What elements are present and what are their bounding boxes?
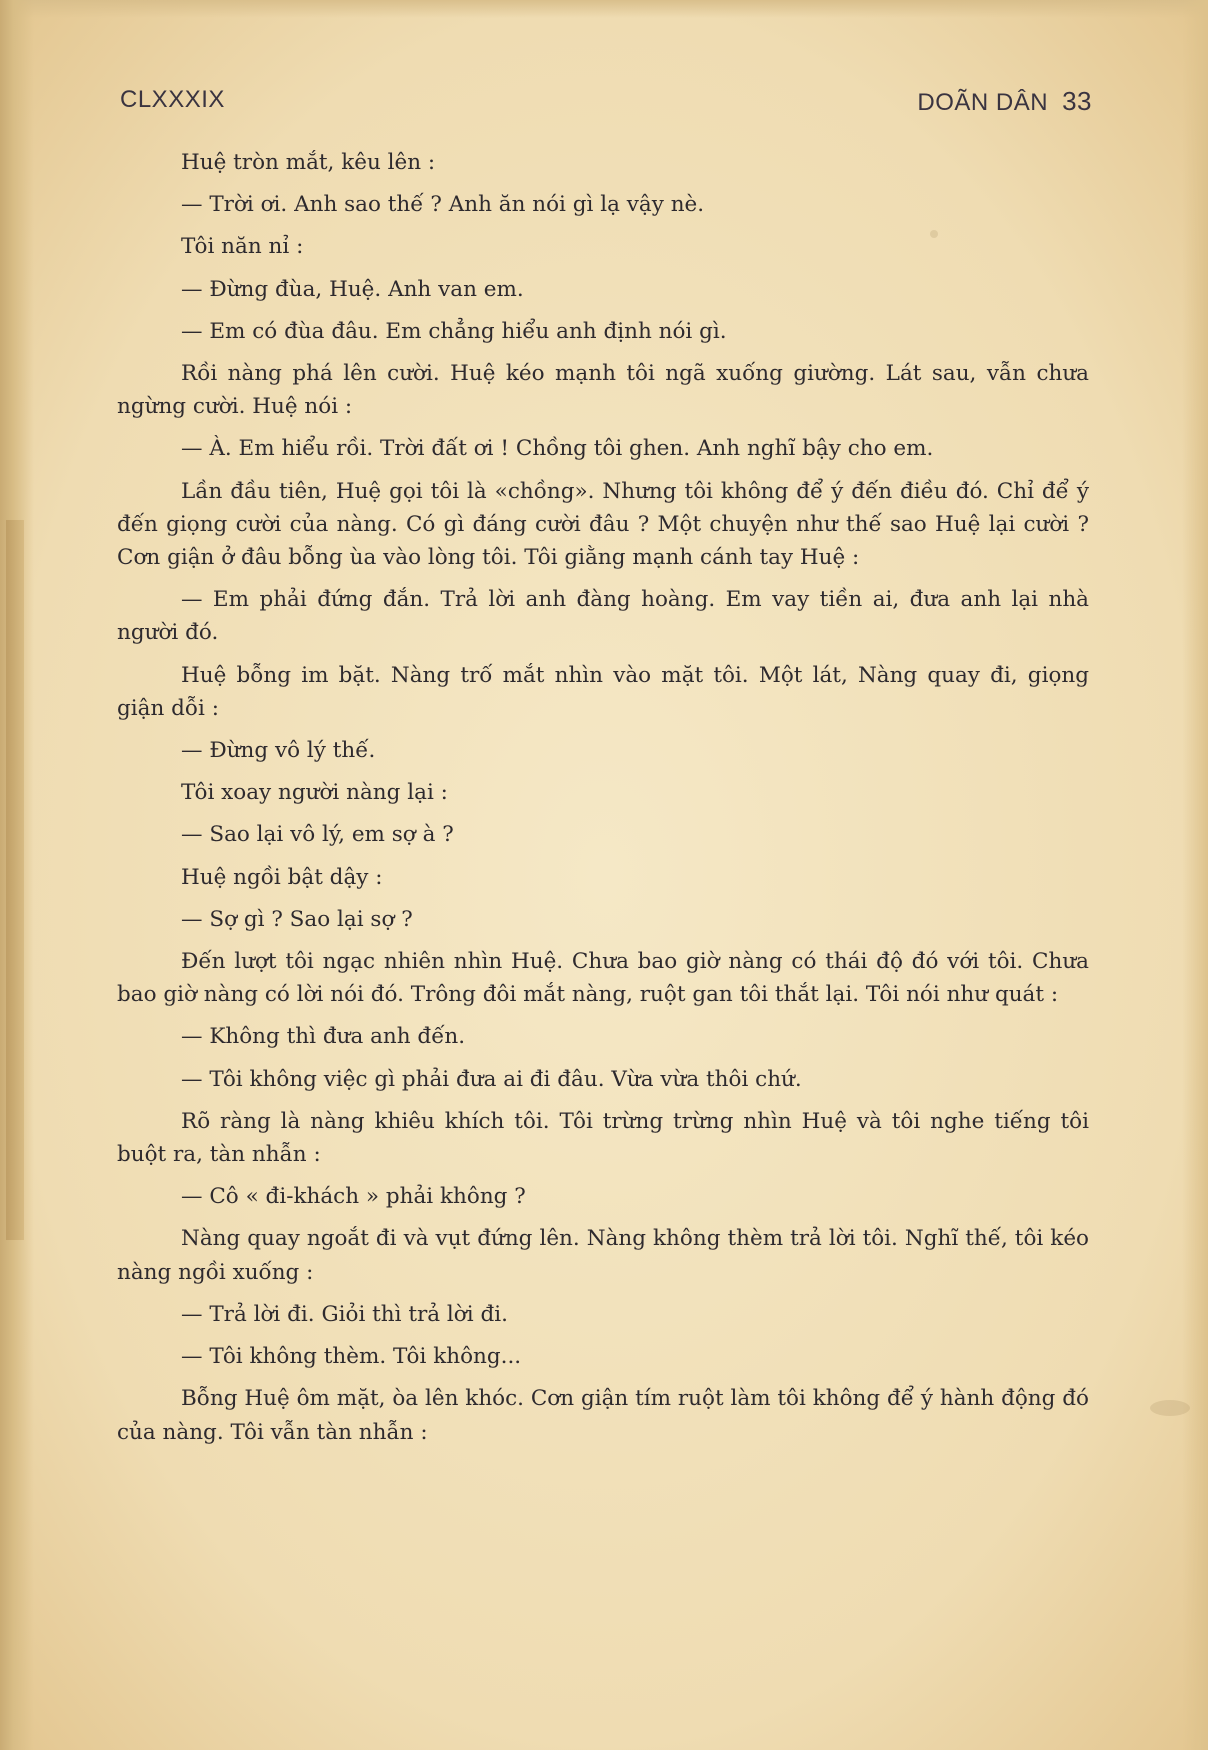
header-right [917, 86, 1092, 117]
paragraph: — Sợ gì ? Sao lại sợ ? [181, 906, 413, 932]
paragraph: — Tôi không việc gì phải đưa ai đi đâu. Vừa vừa thôi chứ. [181, 1066, 802, 1092]
paragraph: — Đừng đùa, Huệ. Anh van em. [181, 276, 524, 302]
paragraph: — Sao lại vô lý, em sợ à ? [181, 822, 454, 848]
paragraph: — Không thì đưa anh đến. [181, 1024, 466, 1050]
paragraph: Tôi năn nỉ : [181, 234, 304, 260]
paragraph: — Trả lời đi. Giỏi thì trả lời đi. [181, 1301, 508, 1327]
paragraph: Huệ tròn mắt, kêu lên : [181, 150, 436, 175]
paragraph: — Em có đùa đâu. Em chẳng hiểu anh định nói gì. [181, 318, 727, 344]
paragraph: Rồi nàng phá lên cười. Huệ kéo mạnh tôi ngã xuống giường. Lát sau, vẫn chưa ngừng cười. Huệ nói : [117, 361, 1089, 420]
paragraph: — Trời ơi. Anh sao thế ? Anh ăn nói gì lạ vậy nè. [181, 192, 705, 218]
paragraph: Huệ ngồi bật dậy : [181, 864, 383, 890]
page-number: 33 [1062, 86, 1092, 116]
paragraph: Huệ bỗng im bặt. Nàng trố mắt nhìn vào mặt tôi. Một lát, Nàng quay đi, giọng giận dỗi : [117, 662, 1089, 721]
paragraph: Đến lượt tôi ngạc nhiên nhìn Huệ. Chưa bao giờ nàng có thái độ đó với tôi. Chưa bao giờ nàng có lời nói đó. Trông đôi mắt nàng, ruột gan tôi thắt lại. Tôi nói như quát : [117, 949, 1089, 1008]
paragraph: Lần đầu tiên, Huệ gọi tôi là «chồng». Nhưng tôi không để ý đến điều đó. Chỉ để ý đến giọng cười của nàng. Có gì đáng cười đâu ? Một chuyện như thế sao Huệ lại cười ? Cơn giận ở đâu bỗng ùa vào lòng tôi. Tôi giằng mạnh cánh tay Huệ : [117, 478, 1089, 571]
paragraph: Rõ ràng là nàng khiêu khích tôi. Tôi trừng trừng nhìn Huệ và tôi nghe tiếng tôi buột ra, tàn nhẫn : [117, 1108, 1089, 1168]
paragraph: — Tôi không thèm. Tôi không... [181, 1344, 522, 1370]
paragraph: — Đừng vô lý thế. [181, 738, 376, 764]
binding-stain [6, 520, 24, 1240]
paragraph: — À. Em hiểu rồi. Trời đất ơi ! Chồng tôi ghen. Anh nghĩ bậy cho em. [181, 436, 934, 462]
paragraph: Nàng quay ngoắt đi và vụt đứng lên. Nàng không thèm trả lời tôi. Nghĩ thế, tôi kéo nàng ngồi xuống : [117, 1226, 1089, 1285]
chapter-number: CLXXXIX [120, 86, 225, 113]
page-right-edge [1182, 0, 1208, 1750]
paragraph: — Em phải đứng đắn. Trả lời anh đàng hoàng. Em vay tiền ai, đưa anh lại nhà người đó. [117, 587, 1089, 646]
page-top-edge [0, 0, 1208, 18]
page-body-text [117, 146, 1089, 1458]
paragraph: Tôi xoay người nàng lại : [181, 780, 448, 806]
paper-stain [1150, 1400, 1190, 1416]
paragraph: Bỗng Huệ ôm mặt, òa lên khóc. Cơn giận tím ruột làm tôi không để ý hành động đó của nàng. Tôi vẫn tàn nhẫn : [117, 1386, 1089, 1445]
paragraph: — Cô « đi-khách » phải không ? [181, 1184, 526, 1210]
author-name: DOÃN DÂN [917, 89, 1049, 116]
running-header [120, 86, 1092, 126]
